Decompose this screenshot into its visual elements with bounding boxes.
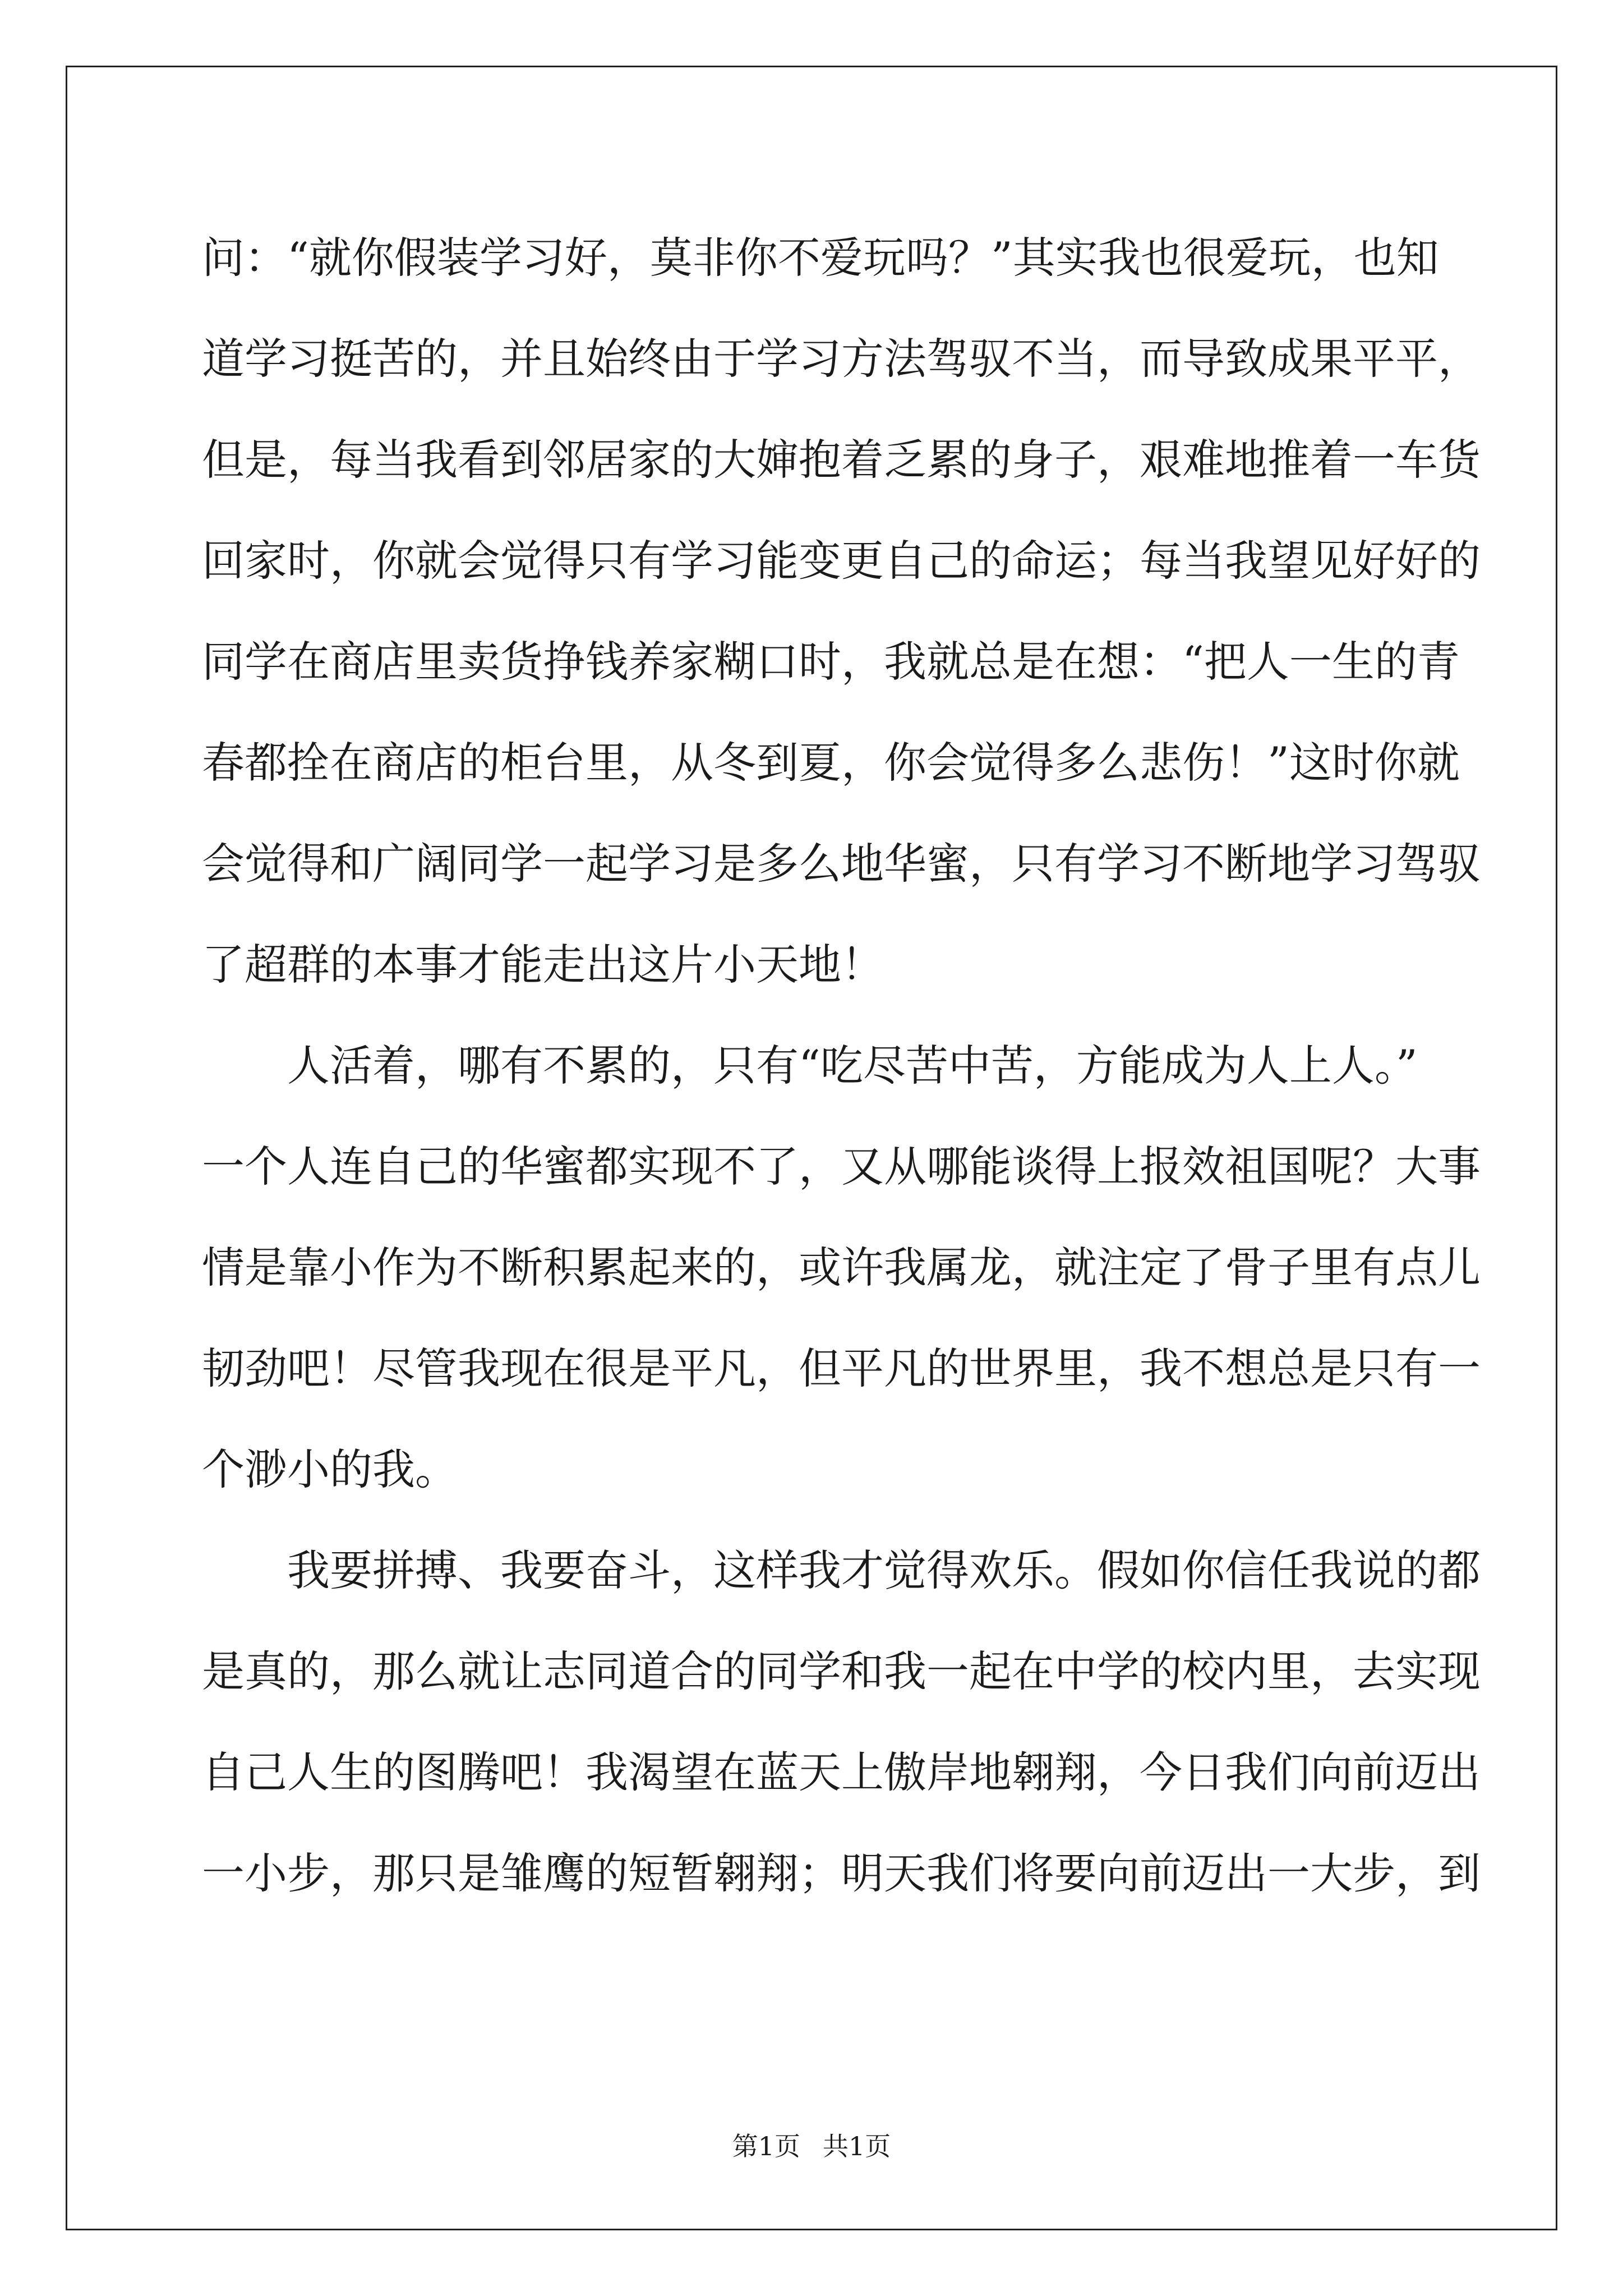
document-body [202, 208, 1481, 1924]
text-line: 个渺小的我。 [202, 1444, 458, 1494]
page-number: 第1页 [732, 2131, 800, 2161]
text-line: 一小步，那只是雏鹰的短暂翱翔；明天我们将要向前迈出一大步，到 [202, 1848, 1481, 1898]
text-line: 会觉得和广阔同学一起学习是多么地华蜜，只有学习不断地学习驾驭 [202, 839, 1481, 889]
paragraph-start-line: 人活着，哪有不累的，只有“吃尽苦中苦，方能成为人上人。” [287, 1041, 1418, 1091]
text-line: 道学习挺苦的，并且始终由于学习方法驾驭不当，而导致成果平平， [202, 334, 1481, 384]
text-line: 春都拴在商店的柜台里，从冬到夏，你会觉得多么悲伤！”这时你就 [202, 738, 1460, 788]
text-line: 是真的，那么就让志同道合的同学和我一起在中学的校内里，去实现 [202, 1646, 1481, 1696]
text-line: 情是靠小作为不断积累起来的，或许我属龙，就注定了骨子里有点儿 [202, 1243, 1481, 1292]
text-line: 问：“就你假装学习好，莫非你不爱玩吗？”其实我也很爱玩，也知 [202, 233, 1439, 283]
text-line: 回家时，你就会觉得只有学习能变更自己的命运；每当我望见好好的 [202, 536, 1481, 586]
text-line: 了超群的本事才能走出这片小天地！ [202, 940, 884, 990]
page-total: 共1页 [823, 2131, 891, 2161]
text-line: 一个人连自己的华蜜都实现不了，又从哪能谈得上报效祖国呢？大事 [202, 1142, 1481, 1191]
page-footer [0, 2126, 1623, 2163]
text-line: 同学在商店里卖货挣钱养家糊口时，我就总是在想：“把人一生的青 [202, 637, 1460, 687]
paragraph-start-line: 我要拼搏、我要奋斗，这样我才觉得欢乐。假如你信任我说的都 [287, 1545, 1481, 1595]
text-line: 但是，每当我看到邻居家的大婶抱着乏累的身子，艰难地推着一车货 [202, 435, 1481, 485]
text-line: 自己人生的图腾吧！我渴望在蓝天上傲岸地翱翔，今日我们向前迈出 [202, 1747, 1481, 1797]
text-line: 韧劲吧！尽管我现在很是平凡，但平凡的世界里，我不想总是只有一 [202, 1343, 1481, 1393]
